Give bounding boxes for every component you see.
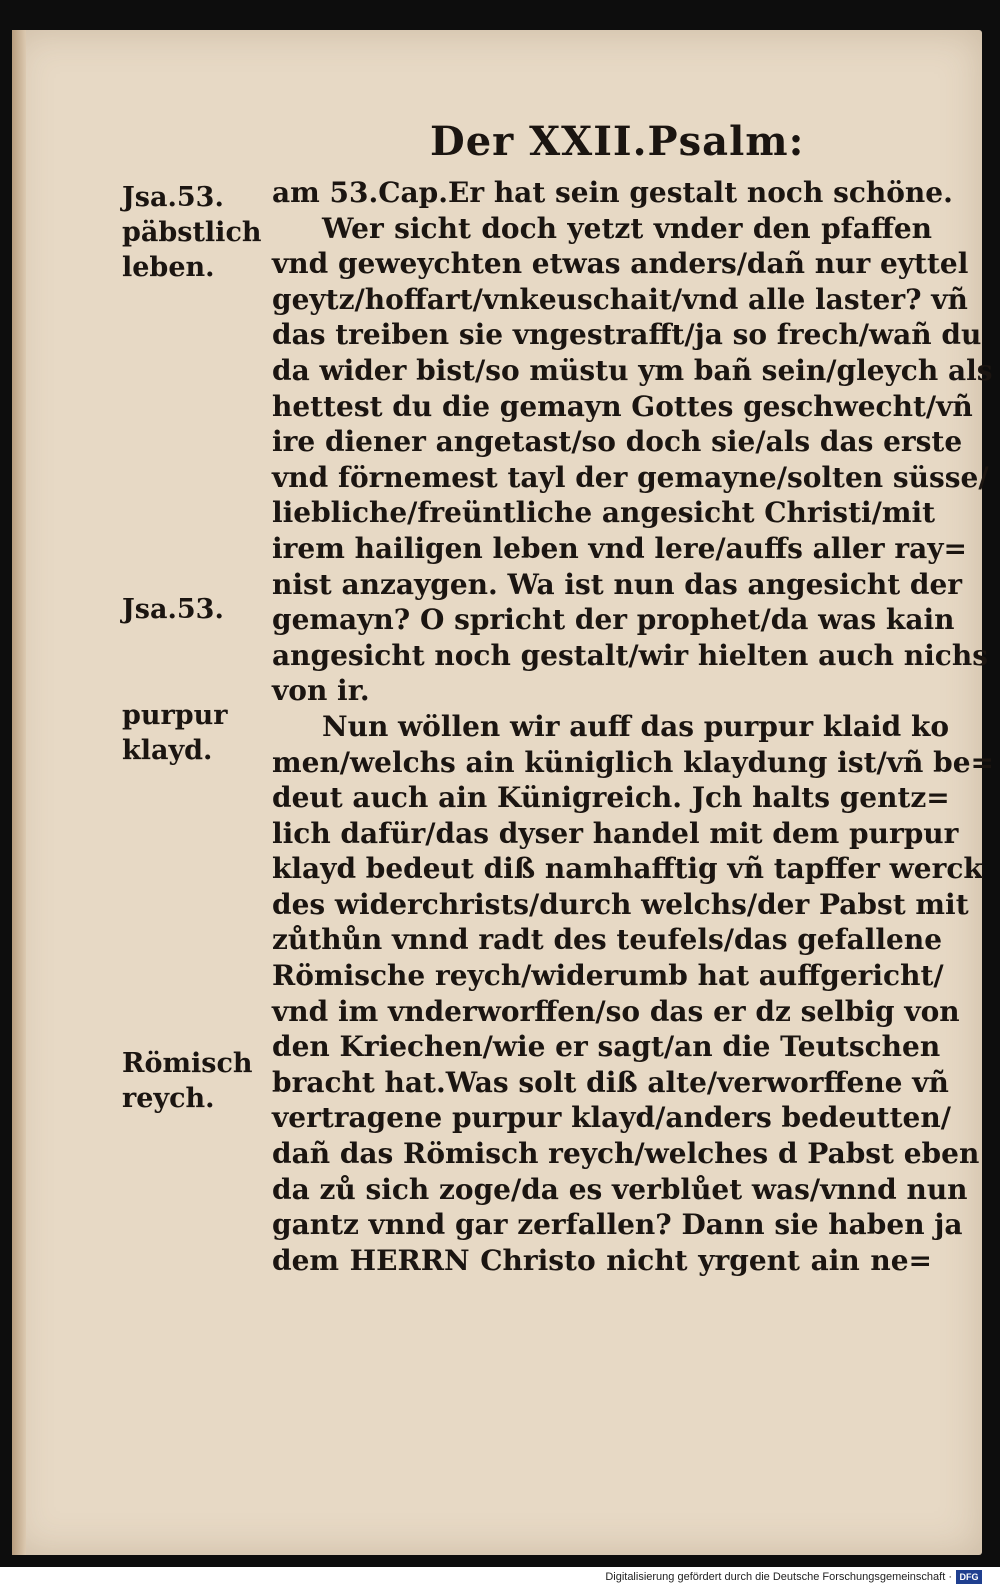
text-line: da wider bist/so müstu ym bañ sein/gleych als [272,353,993,387]
running-head: Der XXII.Psalm: [430,118,805,165]
page-edge [12,30,26,1555]
text-line: vnd geweychten etwas anders/dañ nur eyttel [272,247,969,281]
text-line: hettest du die gemayn Gottes geschwecht/vñ [272,389,973,423]
text-line: ire diener angetast/so doch sie/als das erste [272,425,963,459]
text-line: nist anzaygen. Wa ist nun das angesicht der [272,567,963,601]
text-line: geytz/hoffart/vnkeuschait/vnd alle laster? vñ [272,282,968,316]
text-line: das treiben sie vngestrafft/ja so frech/wañ du [272,318,982,352]
text-line: klayd bedeut diß namhafftig vñ tapffer werck [272,852,983,886]
text-line: irem hailigen leben vnd lere/auffs aller ray= [272,531,967,565]
text-line: vertragene purpur klayd/anders bedeutten/ [272,1101,951,1135]
text-line: gemayn? O spricht der prophet/da was kain [272,603,955,637]
text-line: vnd im vnderworffen/so das er dz selbig von [272,994,960,1028]
text-line: lich dafür/das dyser handel mit dem purpur [272,816,959,850]
text-line: dem HERRN Christo nicht yrgent ain ne= [272,1243,932,1277]
margin-note-isa-1: Jsa.53. [122,182,224,213]
text-line: deut auch ain Künigreich. Jch halts gentz= [272,781,950,815]
dfg-credit: Digitalisierung gefördert durch die Deutsche Forschungsgemeinschaft · [605,1571,952,1583]
text-line: Römische reych/widerumb hat auffgericht/ [272,959,944,993]
text-line: gantz vnnd gar zerfallen? Dann sie haben ja [272,1208,963,1242]
text-line: zůthůn vnnd radt des teufels/das gefallene [272,923,943,957]
text-line: von ir. [272,674,370,708]
text-line: vnd förnemest tayl der gemayne/solten süsse/ [272,460,989,494]
margin-note-paebstlich-leben: päbstlich leben. [122,217,262,283]
text-line: am 53.Cap.Er hat sein gestalt noch schöne. [272,176,953,209]
text-line: angesicht noch gestalt/wir hielten auch nichs [272,638,988,672]
margin-note-roemisch-reych: Römisch reych. [122,1048,253,1114]
footer-bar [0,1567,1000,1588]
body-text [272,175,994,1278]
text-line: dañ das Römisch reych/welches d Pabst eben [272,1137,980,1171]
text-line: liebliche/freüntliche angesicht Christi/mit [272,496,936,530]
dfg-logo: DFG [956,1570,982,1584]
text-line: Nun wöllen wir auff das purpur klaid ko [322,709,950,743]
text-line: des widerchrists/durch welchs/der Pabst mit [272,887,969,921]
margin-note-isa-2: Jsa.53. [122,594,224,625]
text-line: bracht hat.Was solt diß alte/verworffene vñ [272,1065,949,1099]
margin-note-purpur-klayd: purpur klayd. [122,700,228,766]
text-line: men/welchs ain küniglich klaydung ist/vñ be= [272,745,994,779]
text-line: da zů sich zoge/da es verblůet was/vnnd nun [272,1172,968,1206]
text-line: Wer sicht doch yetzt vnder den pfaffen [322,211,932,245]
text-line: den Kriechen/wie er sagt/an die Teutschen [272,1030,941,1064]
